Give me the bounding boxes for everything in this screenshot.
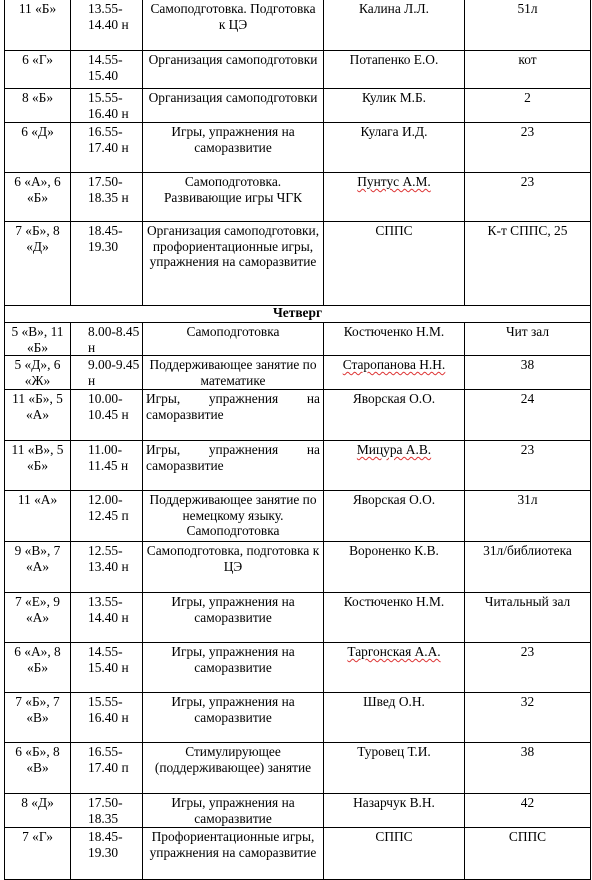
teacher-cell: Потапенко Е.О. bbox=[324, 51, 465, 89]
room-cell: 51л bbox=[465, 0, 591, 51]
activity-cell: Игры, упражнения на саморазвитие bbox=[143, 794, 324, 828]
room-cell: Чит зал bbox=[465, 323, 591, 356]
room-cell: 42 bbox=[465, 794, 591, 828]
time-cell: 18.45-19.30 bbox=[71, 828, 143, 880]
table-row bbox=[5, 743, 591, 794]
table-row bbox=[5, 828, 591, 880]
table-row bbox=[5, 0, 591, 51]
activity-cell: Профориентационные игры, упражнения на саморазвитие bbox=[143, 828, 324, 880]
room-cell: 31л/библиотека bbox=[465, 542, 591, 593]
room-cell: 23 bbox=[465, 643, 591, 693]
time-cell: 10.00-10.45 н bbox=[71, 390, 143, 441]
time-cell: 13.55-14.40 н bbox=[71, 0, 143, 51]
room-cell: 38 bbox=[465, 356, 591, 390]
teacher-cell bbox=[324, 643, 465, 693]
activity-cell: Игры, упражнения на саморазвитие bbox=[143, 441, 324, 491]
room-cell: 32 bbox=[465, 693, 591, 743]
class-cell: 6 «Д» bbox=[5, 123, 71, 173]
class-cell: 5 «В», 11 «Б» bbox=[5, 323, 71, 356]
activity-cell: Самоподготовка. Подготовка к ЦЭ bbox=[143, 0, 324, 51]
class-cell: 11 «Б», 5 «А» bbox=[5, 390, 71, 441]
class-cell: 9 «В», 7 «А» bbox=[5, 542, 71, 593]
room-cell: 23 bbox=[465, 441, 591, 491]
time-cell: 18.45-19.30 bbox=[71, 222, 143, 306]
time-cell: 16.55-17.40 н bbox=[71, 123, 143, 173]
time-cell: 17.50-18.35 bbox=[71, 794, 143, 828]
activity-cell: Стимулирующее (поддерживающее) занятие bbox=[143, 743, 324, 794]
room-cell: 31л bbox=[465, 491, 591, 542]
time-cell: 16.55-17.40 п bbox=[71, 743, 143, 794]
teacher-cell: Кулик М.Б. bbox=[324, 89, 465, 123]
teacher-cell: Вороненко К.В. bbox=[324, 542, 465, 593]
activity-cell: Организация самоподготовки, профориентационные игры, упражнения на саморазвитие bbox=[143, 222, 324, 306]
table-row bbox=[5, 222, 591, 306]
class-cell: 11 «Б» bbox=[5, 0, 71, 51]
teacher-cell: Швед О.Н. bbox=[324, 693, 465, 743]
room-cell: 24 bbox=[465, 390, 591, 441]
activity-cell: Игры, упражнения на саморазвитие bbox=[143, 643, 324, 693]
activity-cell: Самоподготовка, подготовка к ЦЭ bbox=[143, 542, 324, 593]
activity-cell: Организация самоподготовки bbox=[143, 51, 324, 89]
room-cell: 2 bbox=[465, 89, 591, 123]
table-row bbox=[5, 390, 591, 441]
teacher-cell: СППС bbox=[324, 828, 465, 880]
class-cell: 6 «Г» bbox=[5, 51, 71, 89]
teacher-cell: Яворская О.О. bbox=[324, 491, 465, 542]
table-row bbox=[5, 794, 591, 828]
schedule-table bbox=[4, 0, 591, 880]
class-cell: 6 «Б», 8 «В» bbox=[5, 743, 71, 794]
activity-cell: Организация самоподготовки bbox=[143, 89, 324, 123]
table-row bbox=[5, 51, 591, 89]
class-cell: 5 «Д», 6 «Ж» bbox=[5, 356, 71, 390]
room-cell: 23 bbox=[465, 173, 591, 222]
room-cell: СППС bbox=[465, 828, 591, 880]
table-row bbox=[5, 491, 591, 542]
time-cell: 12.55-13.40 н bbox=[71, 542, 143, 593]
teacher-cell bbox=[324, 441, 465, 491]
time-cell: 9.00-9.45 н bbox=[71, 356, 143, 390]
teacher-cell: Назарчук В.Н. bbox=[324, 794, 465, 828]
time-cell: 17.50-18.35 н bbox=[71, 173, 143, 222]
table-row bbox=[5, 89, 591, 123]
time-cell: 12.00-12.45 п bbox=[71, 491, 143, 542]
class-cell: 6 «А», 6 «Б» bbox=[5, 173, 71, 222]
table-row bbox=[5, 441, 591, 491]
activity-cell: Самоподготовка bbox=[143, 323, 324, 356]
activity-cell: Самоподготовка. Развивающие игры ЧГК bbox=[143, 173, 324, 222]
teacher-cell: Костюченко Н.М. bbox=[324, 593, 465, 643]
activity-cell: Игры, упражнения на саморазвитие bbox=[143, 123, 324, 173]
time-cell: 8.00-8.45 н bbox=[71, 323, 143, 356]
time-cell: 13.55-14.40 н bbox=[71, 593, 143, 643]
time-cell: 15.55-16.40 н bbox=[71, 89, 143, 123]
room-cell: 23 bbox=[465, 123, 591, 173]
class-cell: 7 «Б», 7 «В» bbox=[5, 693, 71, 743]
class-cell: 6 «А», 8 «Б» bbox=[5, 643, 71, 693]
teacher-cell bbox=[324, 173, 465, 222]
class-cell: 7 «Е», 9 «А» bbox=[5, 593, 71, 643]
class-cell: 8 «Б» bbox=[5, 89, 71, 123]
table-row bbox=[5, 123, 591, 173]
teacher-name: Пунтус А.М. bbox=[357, 174, 431, 189]
teacher-cell: Калина Л.Л. bbox=[324, 0, 465, 51]
class-cell: 11 «В», 5 «Б» bbox=[5, 441, 71, 491]
teacher-cell bbox=[324, 356, 465, 390]
teacher-cell: Туровец Т.И. bbox=[324, 743, 465, 794]
table-row bbox=[5, 693, 591, 743]
class-cell: 11 «А» bbox=[5, 491, 71, 542]
room-cell: Читальный зал bbox=[465, 593, 591, 643]
class-cell: 8 «Д» bbox=[5, 794, 71, 828]
table-row bbox=[5, 542, 591, 593]
time-cell: 14.55-15.40 н bbox=[71, 643, 143, 693]
table-row bbox=[5, 173, 591, 222]
activity-cell: Игры, упражнения на саморазвитие bbox=[143, 693, 324, 743]
teacher-name: Мицура А.В. bbox=[356, 442, 432, 457]
activity-cell: Игры, упражнения на саморазвитие bbox=[143, 593, 324, 643]
table-row bbox=[5, 593, 591, 643]
teacher-cell: Яворская О.О. bbox=[324, 390, 465, 441]
table-row bbox=[5, 643, 591, 693]
room-cell: К-т СППС, 25 bbox=[465, 222, 591, 306]
activity-cell: Игры, упражнения на саморазвитие bbox=[143, 390, 324, 441]
teacher-name: Старопанова Н.Н. bbox=[342, 357, 446, 372]
table-row bbox=[5, 356, 591, 390]
class-cell: 7 «Г» bbox=[5, 828, 71, 880]
time-cell: 11.00-11.45 н bbox=[71, 441, 143, 491]
teacher-cell: Костюченко Н.М. bbox=[324, 323, 465, 356]
activity-cell: Поддерживающее занятие по математике bbox=[143, 356, 324, 390]
activity-cell: Поддерживающее занятие по немецкому языку. Самоподготовка bbox=[143, 491, 324, 542]
class-cell: 7 «Б», 8 «Д» bbox=[5, 222, 71, 306]
teacher-cell: СППС bbox=[324, 222, 465, 306]
table-row bbox=[5, 323, 591, 356]
teacher-name: Таргонская А.А. bbox=[347, 644, 441, 659]
time-cell: 14.55-15.40 bbox=[71, 51, 143, 89]
teacher-cell: Кулага И.Д. bbox=[324, 123, 465, 173]
room-cell: кот bbox=[465, 51, 591, 89]
day-heading: Четверг bbox=[5, 306, 591, 323]
time-cell: 15.55-16.40 н bbox=[71, 693, 143, 743]
room-cell: 38 bbox=[465, 743, 591, 794]
day-heading-row bbox=[5, 306, 591, 323]
